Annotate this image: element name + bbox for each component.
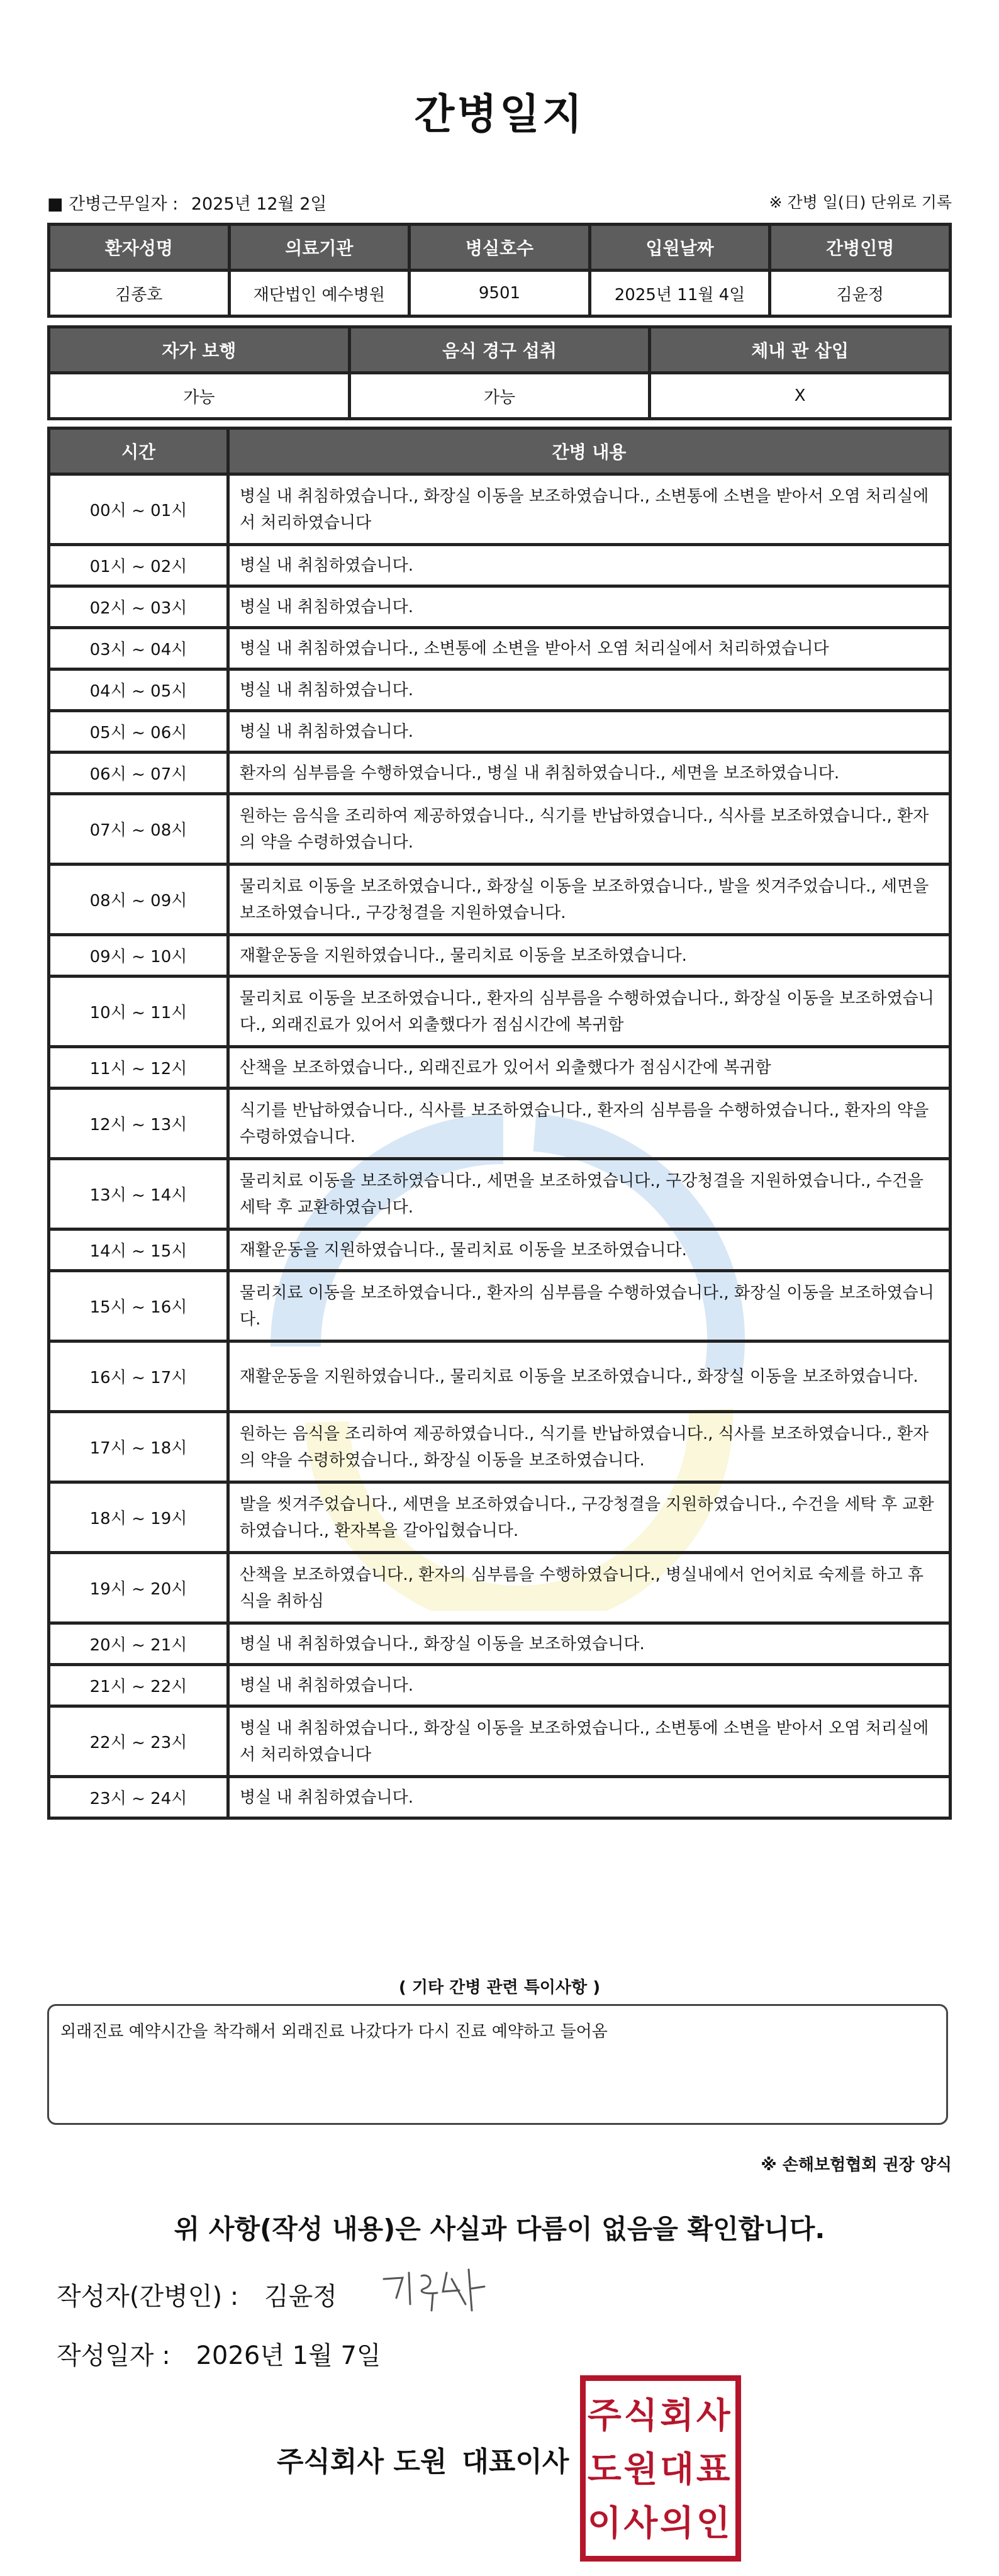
company-line xyxy=(277,2439,569,2479)
document-title: 간병일지 xyxy=(414,90,585,138)
log-content: 병실 내 취침하였습니다. xyxy=(228,711,951,753)
log-time: 20시 ~ 21시 xyxy=(49,1623,228,1665)
log-time: 14시 ~ 15시 xyxy=(49,1229,228,1271)
log-row xyxy=(49,1229,951,1271)
confirmation-statement: 위 사항(작성 내용)은 사실과 다름이 없음을 확인합니다. xyxy=(174,2214,825,2244)
log-content: 병실 내 취침하였습니다. xyxy=(228,586,951,628)
log-row xyxy=(49,1341,951,1412)
header-admit-date: 입원날짜 xyxy=(589,225,770,271)
written-date xyxy=(57,2336,381,2372)
log-time: 22시 ~ 23시 xyxy=(49,1706,228,1777)
company-seal xyxy=(580,2375,741,2562)
log-row xyxy=(49,977,951,1047)
log-time: 17시 ~ 18시 xyxy=(49,1412,228,1482)
company-name: 주식회사 도원 xyxy=(277,2446,447,2478)
written-date-label: 작성일자 : xyxy=(57,2341,170,2370)
log-content: 재활운동을 지원하였습니다., 물리치료 이동을 보조하였습니다. xyxy=(228,935,951,977)
log-row xyxy=(49,711,951,753)
log-time: 02시 ~ 03시 xyxy=(49,586,228,628)
oral-intake-value: 가능 xyxy=(349,373,650,419)
log-time: 21시 ~ 22시 xyxy=(49,1665,228,1706)
log-row xyxy=(49,1089,951,1159)
unit-note: ※ 간병 일(日) 단위로 기록 xyxy=(769,193,952,211)
seal-char: 주 xyxy=(587,2395,622,2436)
log-content: 물리치료 이동을 보조하였습니다., 화장실 이동을 보조하였습니다., 발을 씻겨주었습니다., 세면을 보조하였습니다., 구강청결을 지원하였습니다. xyxy=(228,865,951,935)
log-content: 발을 씻겨주었습니다., 세면을 보조하였습니다., 구강청결을 지원하였습니다., 수건을 세탁 후 교환하였습니다., 환자복을 갈아입혔습니다. xyxy=(228,1482,951,1553)
header-hospital: 의료기관 xyxy=(229,225,410,271)
log-content: 물리치료 이동을 보조하였습니다., 환자의 심부름을 수행하였습니다., 화장실 이동을 보조하였습니다. xyxy=(228,1271,951,1341)
seal-char: 인 xyxy=(696,2502,730,2544)
seal-char: 식 xyxy=(623,2395,658,2436)
log-row xyxy=(49,935,951,977)
log-content: 병실 내 취침하였습니다., 화장실 이동을 보조하였습니다., 소변통에 소변을 받아서 오염 처리실에서 처리하였습니다 xyxy=(228,474,951,545)
header-care-content: 간병 내용 xyxy=(228,428,951,474)
log-content: 산책을 보조하였습니다., 환자의 심부름을 수행하였습니다., 병실내에서 언어치료 숙제를 하고 휴식을 취하심 xyxy=(228,1553,951,1623)
seal-char: 대 xyxy=(660,2449,694,2490)
log-content: 병실 내 취침하였습니다., 소변통에 소변을 받아서 오염 처리실에서 처리하였습니다 xyxy=(228,628,951,669)
log-content: 원하는 음식을 조리하여 제공하였습니다., 식기를 반납하였습니다., 식사를 보조하였습니다., 환자의 약을 수령하였습니다., 화장실 이동을 보조하였습니다. xyxy=(228,1412,951,1482)
seal-char: 도 xyxy=(587,2449,622,2490)
log-row xyxy=(49,1412,951,1482)
log-row xyxy=(49,1271,951,1341)
log-row xyxy=(49,1047,951,1089)
log-row xyxy=(49,669,951,711)
header-time: 시간 xyxy=(49,428,228,474)
log-time: 16시 ~ 17시 xyxy=(49,1341,228,1412)
room-number: 9501 xyxy=(410,271,590,316)
log-content: 병실 내 취침하였습니다. xyxy=(228,545,951,586)
header-room: 병실호수 xyxy=(410,225,590,271)
log-content: 병실 내 취침하였습니다., 화장실 이동을 보조하였습니다., 소변통에 소변을 받아서 오염 처리실에서 처리하였습니다 xyxy=(228,1706,951,1777)
log-time: 00시 ~ 01시 xyxy=(49,474,228,545)
log-row xyxy=(49,586,951,628)
seal-char: 표 xyxy=(696,2449,730,2490)
log-time: 11시 ~ 12시 xyxy=(49,1047,228,1089)
notes-box xyxy=(47,2004,948,2125)
seal-char: 회 xyxy=(660,2395,694,2436)
care-log-body xyxy=(49,474,951,1818)
log-row xyxy=(49,628,951,669)
log-content: 재활운동을 지원하였습니다., 물리치료 이동을 보조하였습니다., 화장실 이동을 보조하였습니다. xyxy=(228,1341,951,1412)
work-date-label: ■ 간병근무일자 : xyxy=(47,194,179,214)
log-time: 12시 ~ 13시 xyxy=(49,1089,228,1159)
writer-line xyxy=(57,2276,337,2312)
admit-date: 2025년 11월 4일 xyxy=(589,271,770,316)
patient-name: 김종호 xyxy=(49,271,230,316)
log-row xyxy=(49,1706,951,1777)
log-time: 06시 ~ 07시 xyxy=(49,753,228,794)
log-row xyxy=(49,753,951,794)
seal-char: 원 xyxy=(623,2449,658,2490)
log-row xyxy=(49,1623,951,1665)
log-content: 식기를 반납하였습니다., 식사를 보조하였습니다., 환자의 심부름을 수행하였습니다., 환자의 약을 수령하였습니다. xyxy=(228,1089,951,1159)
log-row xyxy=(49,1159,951,1229)
header-patient-name: 환자성명 xyxy=(49,225,230,271)
log-content: 병실 내 취침하였습니다. xyxy=(228,1777,951,1818)
notes-text: 외래진료 예약시간을 착각해서 외래진료 나갔다가 다시 진료 예약하고 들어옴 xyxy=(60,2022,608,2041)
seal-char: 사 xyxy=(623,2502,658,2544)
log-content: 재활운동을 지원하였습니다., 물리치료 이동을 보조하였습니다. xyxy=(228,1229,951,1271)
log-content: 병실 내 취침하였습니다., 화장실 이동을 보조하였습니다. xyxy=(228,1623,951,1665)
log-content: 물리치료 이동을 보조하였습니다., 세면을 보조하였습니다., 구강청결을 지원하였습니다., 수건을 세탁 후 교환하였습니다. xyxy=(228,1159,951,1229)
header-oral-intake: 음식 경구 섭취 xyxy=(349,327,650,373)
header-tube: 체내 관 삽입 xyxy=(650,327,951,373)
log-row xyxy=(49,474,951,545)
log-content: 산책을 보조하였습니다., 외래진료가 있어서 외출했다가 점심시간에 복귀함 xyxy=(228,1047,951,1089)
log-time: 10시 ~ 11시 xyxy=(49,977,228,1047)
log-content: 병실 내 취침하였습니다. xyxy=(228,1665,951,1706)
seal-char: 이 xyxy=(587,2502,622,2544)
writer-label: 작성자(간병인) : xyxy=(57,2282,239,2311)
header-self-walk: 자가 보행 xyxy=(49,327,350,373)
patient-info-table xyxy=(47,223,952,318)
ability-table xyxy=(47,325,952,420)
log-time: 15시 ~ 16시 xyxy=(49,1271,228,1341)
log-time: 19시 ~ 20시 xyxy=(49,1553,228,1623)
log-row xyxy=(49,1665,951,1706)
log-time: 01시 ~ 02시 xyxy=(49,545,228,586)
seal-char: 의 xyxy=(660,2502,694,2544)
log-row xyxy=(49,794,951,865)
handwritten-signature xyxy=(377,2260,491,2317)
log-time: 03시 ~ 04시 xyxy=(49,628,228,669)
log-row xyxy=(49,545,951,586)
seal-char: 사 xyxy=(696,2395,730,2436)
notes-title: ( 기타 간병 관련 특이사항 ) xyxy=(398,1978,601,1997)
log-content: 원하는 음식을 조리하여 제공하였습니다., 식기를 반납하였습니다., 식사를 보조하였습니다., 환자의 약을 수령하였습니다. xyxy=(228,794,951,865)
work-date xyxy=(47,190,327,215)
log-row xyxy=(49,1777,951,1818)
care-log-table xyxy=(47,427,952,1820)
log-row xyxy=(49,1553,951,1623)
log-time: 09시 ~ 10시 xyxy=(49,935,228,977)
log-time: 04시 ~ 05시 xyxy=(49,669,228,711)
self-walk-value: 가능 xyxy=(49,373,350,419)
log-content: 물리치료 이동을 보조하였습니다., 환자의 심부름을 수행하였습니다., 화장실 이동을 보조하였습니다., 외래진료가 있어서 외출했다가 점심시간에 복귀함 xyxy=(228,977,951,1047)
log-time: 13시 ~ 14시 xyxy=(49,1159,228,1229)
log-content: 환자의 심부름을 수행하였습니다., 병실 내 취침하였습니다., 세면을 보조하였습니다. xyxy=(228,753,951,794)
log-row xyxy=(49,865,951,935)
log-time: 23시 ~ 24시 xyxy=(49,1777,228,1818)
representative-title: 대표이사 xyxy=(462,2446,569,2478)
log-time: 05시 ~ 06시 xyxy=(49,711,228,753)
log-row xyxy=(49,1482,951,1553)
caregiver-name: 김윤정 xyxy=(770,271,951,316)
header-caregiver: 간병인명 xyxy=(770,225,951,271)
writer-name: 김윤정 xyxy=(264,2282,337,2311)
work-date-value: 2025년 12월 2일 xyxy=(191,194,327,214)
log-content: 병실 내 취침하였습니다. xyxy=(228,669,951,711)
hospital-name: 재단법인 예수병원 xyxy=(229,271,410,316)
written-date-value: 2026년 1월 7일 xyxy=(196,2341,381,2370)
log-time: 18시 ~ 19시 xyxy=(49,1482,228,1553)
log-time: 08시 ~ 09시 xyxy=(49,865,228,935)
log-time: 07시 ~ 08시 xyxy=(49,794,228,865)
recommend-note: ※ 손해보험협회 권장 양식 xyxy=(761,2156,952,2175)
tube-value: X xyxy=(650,373,951,419)
